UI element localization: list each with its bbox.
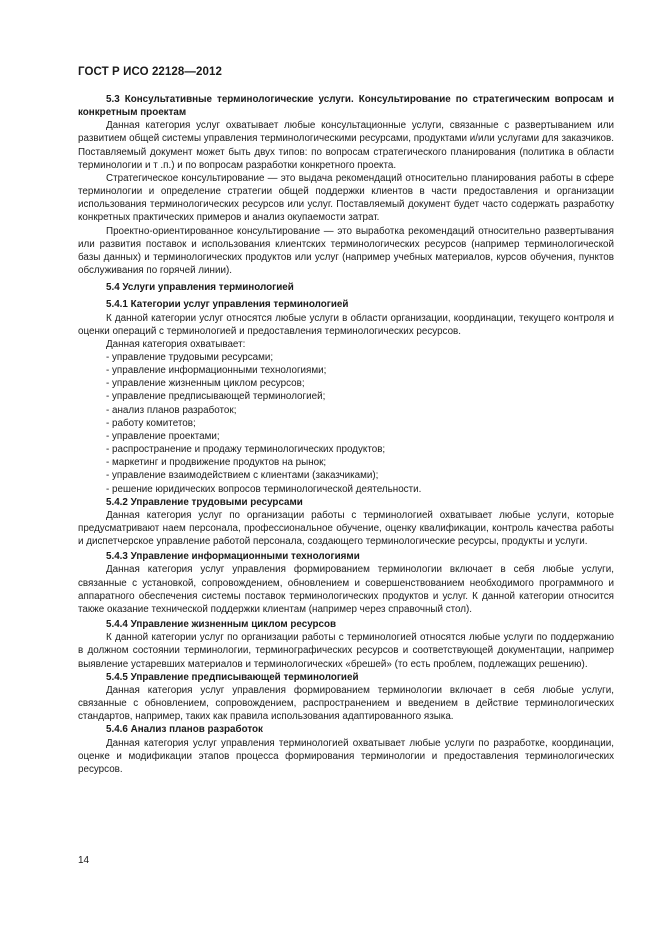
document-body [78,93,614,776]
paragraph: Данная категория услуг управления терминологией охватывает любые услуги по разработке, координации, оценке и модификации этапов процесса формирования терминологии и предоставления терминологических ресурсов. [78,737,614,775]
list-item: - работу комитетов; [106,417,196,429]
paragraph: К данной категории услуг по организации работы с терминологией относятся любые услуги по поддержанию в должном состоянии терминологии, терминографических ресурсов и соответствующей документации, например выявление устаревших материалов и терминологических «брешей» (то есть проблем, подлежащих решению). [78,632,614,670]
list-item: - управление проектами; [106,430,220,442]
paragraph: Данная категория услуг управления формированием терминологии включает в себя любые услуги, связанные с установкой, сопровождением, обновлением и совершенствованием необходимого программного и аппаратного обеспечения системы поставок терминологических продуктов и услуг. К данной категории относится также оказание технической поддержки клиентам (например через справочный стол). [78,564,614,615]
document-header: ГОСТ Р ИСО 22128—2012 [78,66,223,78]
paragraph: К данной категории услуг относятся любые услуги в области организации, координации, текущего контроля и оценки операций с терминологией и предоставления терминологических ресурсов. [78,312,614,337]
list-item: - решение юридических вопросов терминологической деятельности. [106,483,422,495]
paragraph: Данная категория услуг охватывает любые консультационные услуги, связанные с развертыванием или развитием общей системы управления терминологическими ресурсами, продуктами и/или услугами для заказчиков. Поставляемый документ может быть двух типов: по вопросам стратегического планирования (политика в области терминологии и т .п.) и по вопросам разработки конкретного проекта. [78,120,614,171]
list-item: - управление информационными технологиями; [106,365,327,377]
section-heading-5-3: 5.3 Консультативные терминологические услуги. Консультирование по стратегическим вопросам и конкретным проектам [78,94,614,119]
list-item: - управление предписывающей терминологией; [106,391,326,403]
list-item: - управление трудовыми ресурсами; [106,351,274,363]
list-item: - управление взаимодействием с клиентами (заказчиками); [106,470,379,482]
paragraph: Проектно-ориентированное консультирование — это выработка рекомендаций относительно развертывания или развития поставок и использования клиентских терминологических ресурсов (например терминологической базы данных) и терминологических продуктов или услуг (например учебных материалов, курсов обучения, пунктов обслуживания по горячей линии). [78,225,614,277]
list-item: - анализ планов разработок; [106,404,237,416]
paragraph: Данная категория охватывает: [106,338,246,350]
category-list [78,351,614,496]
paragraph: Стратегическое консультирование — это выдача рекомендаций относительно планирования работы в сфере терминологии и определение стратегии общей поддержки клиентов в части предоставления и организации использования терминологических ресурсов или услуг. Поставляемый документ будет часто содержать разработку конкретных практических примеров и анализ окупаемости затрат. [78,172,614,224]
section-heading-5-4-2: 5.4.2 Управление трудовыми ресурсами [106,496,303,508]
list-item: - управление жизненным циклом ресурсов; [106,378,305,390]
list-item: - маркетинг и продвижение продуктов на рынок; [106,457,327,469]
section-heading-5-4-6: 5.4.6 Анализ планов разработок [106,724,263,736]
list-item: - распространение и продажу терминологических продуктов; [106,444,386,456]
section-heading-5-4-3: 5.4.3 Управление информационными технологиями [106,551,360,563]
paragraph: Данная категория услуг по организации работы с терминологией охватывает любые услуги, которые предусматривают наем персонала, профессиональное обучение, оценку квалификации, контроль качества работы и диспетчерское управление работой персонала, создающего терминологические ресурсы, продукты и услуги. [78,509,614,548]
section-heading-5-4-4: 5.4.4 Управление жизненным циклом ресурсов [106,619,337,631]
section-heading-5-4-5: 5.4.5 Управление предписывающей терминологией [106,671,359,683]
page-number: 14 [78,855,90,866]
section-heading-5-4-1: 5.4.1 Категории услуг управления терминологией [106,299,349,311]
section-heading-5-4: 5.4 Услуги управления терминологией [106,282,294,294]
paragraph: Данная категория услуг управления формированием терминологии включает в себя любые услуги, связанные с обновлением, сопровождением, распространением и введением в действие терминологических стандартов, например, таких как правила использования адаптированного языка. [78,684,614,723]
